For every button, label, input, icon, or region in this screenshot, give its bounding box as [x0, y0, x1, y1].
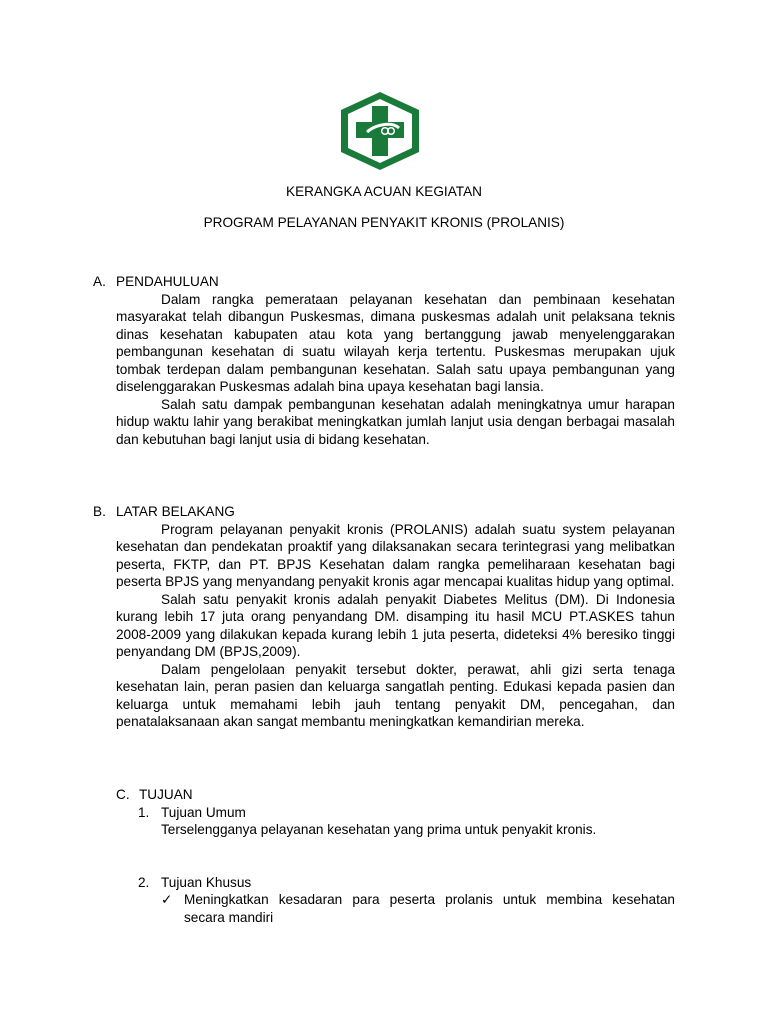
section-heading [93, 273, 675, 291]
section-title: PENDAHULUAN [116, 274, 219, 289]
check-list-item [161, 891, 675, 926]
check-item-text: Meningkatkan kesadaran para peserta prolanis untuk membina kesehatan secara mandiri [184, 892, 675, 925]
paragraph: Dalam rangka pemerataan pelayanan kesehatan dan pembinaan kesehatan masyarakat telah dibangun Puskesmas, dimana puskesmas adalah unit pelaksana teknis dinas kesehatan kabupaten atau kota yang bertanggung jawab menyelenggarakan pembangunan kesehatan di suatu wilayah kerja tertentu. Puskesmas merupakan ujuk tombak terdepan dalam pembangunan kesehatan. Salah satu upaya pembangunan yang diselenggarakan Puskesmas adalah bina upaya kesehatan bagi lansia. [116, 291, 675, 394]
section-tujuan [93, 786, 675, 926]
list-number: 1. [138, 804, 150, 820]
checkmark-icon: ✓ [161, 892, 173, 907]
section-title: LATAR BELAKANG [116, 504, 235, 519]
section-title: TUJUAN [139, 787, 193, 802]
list-number: 2. [138, 874, 150, 890]
paragraph: Program pelayanan penyakit kronis (PROLANIS) adalah suatu system pelayanan kesehatan dan pendekatan proaktif yang dilaksanakan secara terintegrasi yang melibatkan peserta, FKTP, dan PT. BPJS Kesehatan dalam rangka pemeliharaan kesehatan bagi peserta BPJS yang menyandang penyakit kronis agar mencapai kualitas hidup yang optimal. [116, 521, 675, 589]
paragraph: Salah satu penyakit kronis adalah penyakit Diabetes Melitus (DM). Di Indonesia kurang lebih 17 juta orang penyandang DM. disamping itu hasil MCU PT.ASKES tahun 2008-2009 yang dilakukan kepada kurang lebih 1 juta peserta, dideteksi 4% beresiko tinggi penyandang DM (BPJS,2009). [116, 591, 675, 659]
section-letter: C. [116, 787, 130, 802]
section-pendahuluan [93, 273, 675, 448]
list-text: Terselengganya pelayanan kesehatan yang prima untuk penyakit kronis. [161, 822, 597, 837]
list-title: Tujuan Umum [161, 804, 246, 820]
list-title: Tujuan Khusus [161, 874, 252, 890]
section-latar-belakang [93, 503, 675, 731]
list-item [138, 804, 675, 822]
section-letter: B. [93, 504, 106, 519]
section-heading [93, 503, 675, 521]
section-letter: A. [93, 274, 106, 289]
list-item-text [138, 821, 675, 839]
doc-title: KERANGKA ACUAN KEGIATAN [286, 184, 482, 199]
paragraph: Dalam pengelolaan penyakit tersebut dokter, perawat, ahli gizi serta tenaga kesehatan lain, peran pasien dan keluarga sangatlah penting. Edukasi kepada pasien dan keluarga untuk memahami lebih jauh tentang penyakit DM, pencegahan, dan penatalaksanaan akan sangat membantu meningkatkan kemandirian mereka. [116, 661, 675, 729]
paragraph: Salah satu dampak pembangunan kesehatan adalah meningkatnya umur harapan hidup waktu lahir yang berakibat meningkatkan jumlah lanjut usia dengan berbagai masalah dan kebutuhan bagi lanjut usia di bidang kesehatan. [116, 396, 675, 447]
section-heading [93, 786, 675, 804]
list-item [138, 874, 675, 892]
puskesmas-logo [335, 88, 425, 174]
doc-subtitle: PROGRAM PELAYANAN PENYAKIT KRONIS (PROLANIS) [203, 215, 565, 230]
